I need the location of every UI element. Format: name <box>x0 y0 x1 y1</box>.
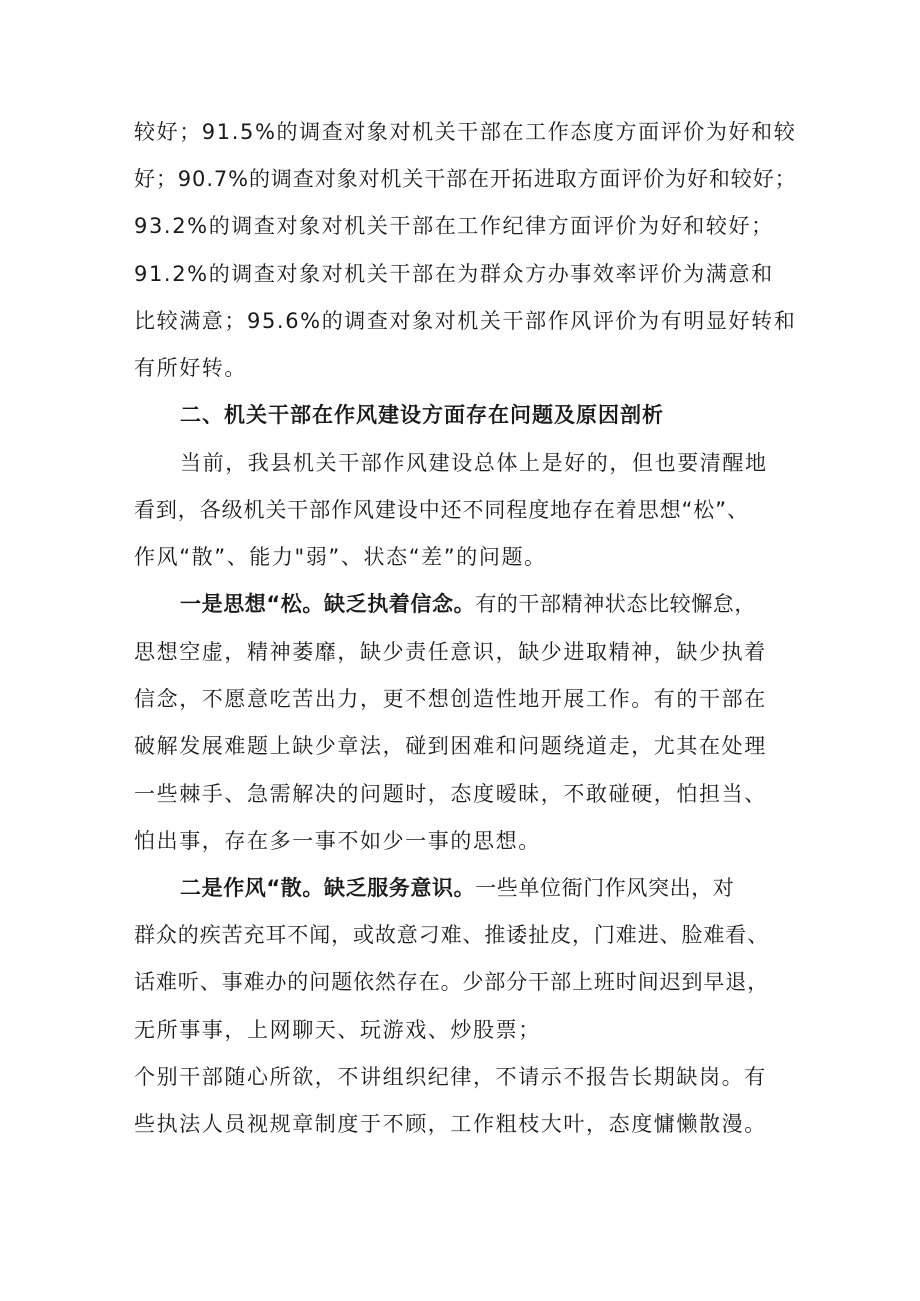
survey-line-4: 91.2%的调查对象对机关干部在为群众方办事效率评价为满意和 <box>134 262 774 286</box>
para-two-first-line <box>180 874 920 902</box>
survey-line-5: 比较满意；95.6%的调查对象对机关干部作风评价为有明显好转和 <box>134 309 797 333</box>
para-two-line-2: 群众的疾苦充耳不闻，或故意刁难、推诿扯皮，门难进、脸难看、 <box>134 923 770 947</box>
section-heading: 二、机关干部在作风建设方面存在问题及原因剖析 <box>180 403 664 427</box>
para-two-line-4: 无所事事，上网聊天、玩游戏、炒股票； <box>134 1018 541 1042</box>
intro-line-2: 看到，各级机关干部作风建设中还不同程度地存在着思想“松”、 <box>134 498 749 522</box>
para-two-line-3: 话难听、事难办的问题依然存在。少部分干部上班时间迟到早退， <box>134 970 770 994</box>
survey-line-1: 较好；91.5%的调查对象对机关干部在工作态度方面评价为好和较 <box>134 120 797 144</box>
para-one-line-5: 一些棘手、急需解决的问题时，态度暧昧，不敢碰硬，怕担当、 <box>134 782 767 806</box>
para-one-line-2: 思想空虚，精神萎靡，缺少责任意识，缺少进取精神，缺少执着 <box>134 640 767 664</box>
survey-line-6: 有所好转。 <box>134 356 247 380</box>
para-one-first-rest: 有的干部精神状态比较懈怠， <box>475 592 757 616</box>
para-two-line-6: 些执法人员视规章制度于不顾，工作粗枝大叶，态度慵懒散漫。 <box>134 1112 767 1136</box>
para-one-lead: 一是思想“松。缺乏执着信念。 <box>180 592 476 616</box>
para-one-line-3: 信念，不愿意吃苦出力，更不想创造性地开展工作。有的干部在 <box>134 687 767 711</box>
survey-line-3: 93.2%的调查对象对机关干部在工作纪律方面评价为好和较好； <box>134 214 774 238</box>
intro-line-3: 作风“散”、能力"弱”、状态“差”的问题。 <box>134 545 547 569</box>
para-two-first-rest: 一些单位衙门作风突出，对 <box>475 876 735 900</box>
para-one-line-6: 怕出事，存在多一事不如少一事的思想。 <box>134 829 541 853</box>
para-two-line-5: 个别干部随心所欲，不讲组织纪律，不请示不报告长期缺岗。有 <box>134 1065 767 1089</box>
intro-line-1: 当前，我县机关干部作风建设总体上是好的，但也要清醒地 <box>180 451 768 475</box>
para-one-line-4: 破解发展难题上缺少章法，碰到困难和问题绕道走，尤其在处理 <box>134 734 767 758</box>
para-one-first-line <box>180 590 920 618</box>
para-two-lead: 二是作风“散。缺乏服务意识。 <box>180 876 476 900</box>
survey-line-2: 好；90.7%的调查对象对机关干部在开拓进取方面评价为好和较好； <box>134 167 797 191</box>
